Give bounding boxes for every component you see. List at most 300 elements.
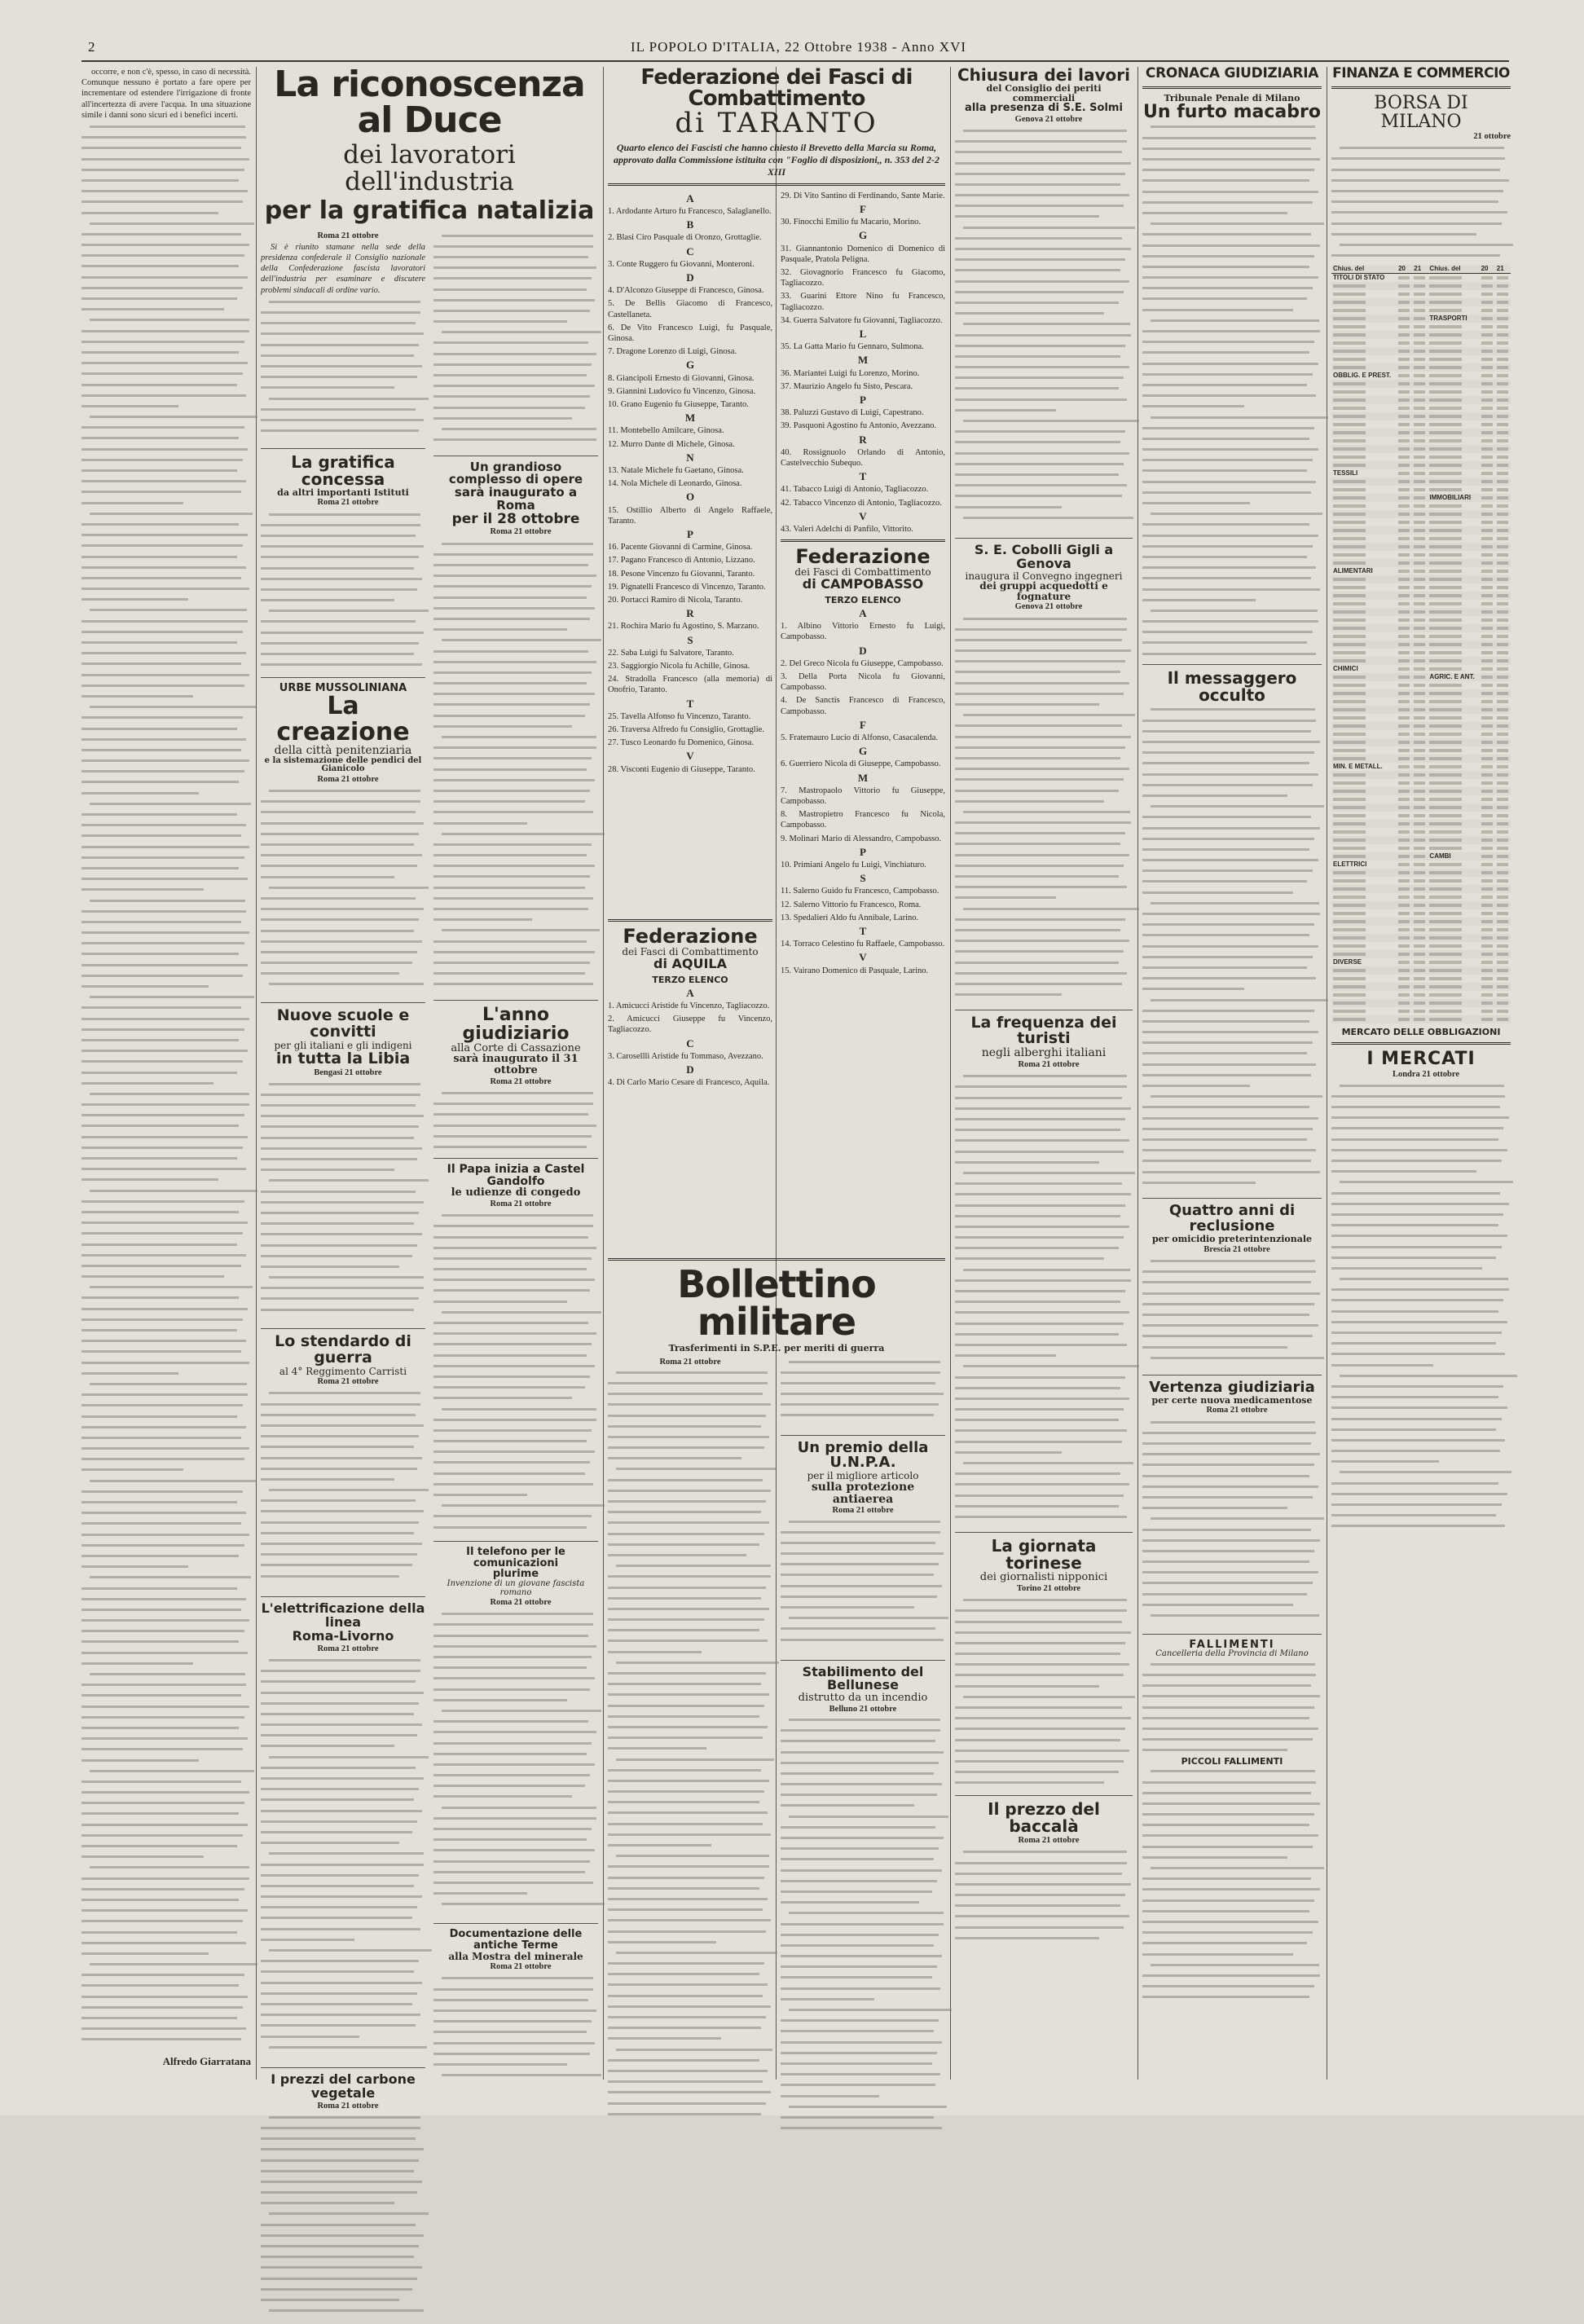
table-cell [1412,901,1428,909]
list-letter: T [686,697,694,710]
table-cell [1331,746,1397,755]
list-item: 34. Guerra Salvatore fu Giovanni, Tagliacozzo. [781,315,943,325]
table-cell [1480,681,1495,689]
table-cell [1397,600,1412,608]
article-body [955,1846,1133,1944]
table-cell [1412,583,1428,592]
subheadline: dei Fasci di Combattimento [794,566,931,579]
table-cell [1428,290,1479,298]
table-cell [1480,828,1495,836]
table-cell [1428,339,1479,347]
subheadline: alla Corte di Cassazione [451,1041,581,1054]
table-cell [1480,355,1495,363]
table-cell [1428,771,1479,779]
list-item: 40. Rossignuolo Orlando di Antonio, Castelvecchio Subequo. [781,447,945,468]
headline-bollettino: Bollettino militare [677,1262,876,1344]
article-body [608,1367,772,2125]
table-cell [1331,494,1397,502]
list-item: 3. Carosellli Aristide fu Tommaso, Avezzano. [608,1051,763,1061]
headline-unpa: Un premio della U.N.P.A. [797,1438,929,1472]
table-row [1331,331,1511,339]
table-cell [1480,575,1495,583]
table-cell [1495,885,1511,893]
table-cell [1480,893,1495,901]
table-cell [1480,779,1495,787]
dateline: Roma 21 ottobre [1018,1836,1080,1846]
table-header-cell: Chius. del [1331,265,1397,274]
table-cell [1412,909,1428,918]
table-cell [1331,787,1397,795]
column-2-left [261,231,425,2324]
table-cell [1331,869,1397,877]
masthead [81,39,1516,57]
table-cell [1480,755,1495,763]
table-cell [1428,535,1479,543]
list-item: 1. Amicucci Aristide fu Vincenzo, Tagliacozzo. [608,1001,770,1010]
table-cell [1412,844,1428,852]
table-row [1331,600,1511,608]
table-cell [1480,722,1495,730]
table-cell [1331,689,1397,698]
table-cell [1480,966,1495,975]
list-item: 2. Blasi Ciro Pasquale di Oronzo, Grottaglie. [608,233,762,243]
list-letter: P [860,393,866,406]
headline-baccala: Il prezzo del baccalà [988,1799,1100,1837]
list-item: 38. Paluzzi Gustavo di Luigi, Capestrano. [781,408,924,418]
table-cell [1428,820,1479,828]
table-cell [1495,331,1511,339]
table-cell [1412,461,1428,469]
table-cell [1480,771,1495,779]
column-rule [1137,67,1138,2080]
table-cell [1480,1007,1495,1015]
table-cell [1495,429,1511,437]
table-cell [1495,608,1511,616]
list-item: 10. Grano Eugenio fu Giuseppe, Taranto. [608,399,749,409]
table-cell [1397,755,1412,763]
subheadline: sarà inaugurato a Roma [454,485,578,513]
table-cell [1412,494,1428,502]
subheadline: Cancelleria della Provincia di Milano [1155,1649,1309,1659]
headline-cronaca: CRONACA GIUDIZIARIA [1145,65,1319,81]
table-cell [1480,983,1495,991]
table-cell [1428,583,1479,592]
table-cell [1412,689,1428,698]
table-cell [1428,1007,1479,1015]
dateline: Roma 21 ottobre [659,1357,721,1367]
table-cell [1428,600,1479,608]
table-cell [1397,1007,1412,1015]
table-cell [1428,1015,1479,1023]
stock-table-area [1331,265,1511,1037]
table-cell [1412,755,1428,763]
table-cell [1412,787,1428,795]
table-cell [1331,706,1397,714]
table-cell [1331,347,1397,355]
table-cell [1397,535,1412,543]
table-cell [1495,738,1511,746]
article-body [1142,704,1322,1193]
table-row [1331,355,1511,363]
table-cell [1397,649,1412,657]
table-cell [1480,600,1495,608]
table-cell [1428,323,1479,331]
table-cell [1331,461,1397,469]
table-cell [1495,836,1511,844]
table-cell [1495,624,1511,632]
list-item: 19. Pignatelli Francesco di Vincenzo, Taranto. [608,582,766,592]
table-cell [1495,535,1511,543]
table-row [1331,738,1511,746]
headline-elettrificazione: L'elettrificazione della linea [261,1600,425,1631]
table-row [1331,869,1511,877]
table-row [1331,624,1511,632]
table-cell [1397,779,1412,787]
table-cell [1331,453,1397,461]
table-cell [1428,738,1479,746]
article-body [1142,1659,1322,1757]
table-cell [1412,363,1428,372]
article-body [261,786,425,997]
table-cell [1480,412,1495,420]
table-row [1331,950,1511,958]
table-cell [1480,437,1495,445]
table-cell [1331,991,1397,999]
table-row [1331,526,1511,535]
table-cell [1397,412,1412,420]
table-cell [1495,339,1511,347]
table-cell [1480,290,1495,298]
table-cell [1331,999,1397,1007]
table-cell [1331,893,1397,901]
table-cell [1480,836,1495,844]
table-cell [1331,657,1397,665]
column-7 [1331,67,1511,2080]
table-cell [1331,771,1397,779]
article-text: occorre, e non c'è, spesso, in caso di necessità. Comunque nessuno è portato a fare opere per incrementare od estendere l'irrigazione di fronte all'incertezza di avere l'acqua. In una situazione simile i danni sono sicuri ed i benefici incerti. [81,68,251,120]
table-cell [1495,681,1511,689]
table-cell [1397,420,1412,429]
table-cell [1412,616,1428,624]
table-cell [1428,624,1479,632]
table-cell [1428,860,1479,869]
headline-borsa: BORSA DI MILANO [1374,92,1468,132]
table-cell [1412,437,1428,445]
table-row [1331,755,1511,763]
table-cell [1428,795,1479,803]
table-cell [1428,396,1479,404]
dateline: Roma 21 ottobre [317,774,379,784]
table-cell [1331,306,1397,315]
table-cell [1480,274,1495,283]
article-body [1331,1081,1511,1537]
table-cell [1495,502,1511,510]
list-item: 17. Pagano Francesco di Antonio, Lizzano. [608,556,755,566]
column-1 [81,67,251,2080]
table-cell [1412,453,1428,461]
table-row [1331,787,1511,795]
article-body [261,1079,425,1323]
table-cell [1480,958,1495,966]
table-cell [1480,420,1495,429]
table-cell [1480,1015,1495,1023]
table-cell [1412,763,1428,771]
list-item: 12. Salerno Vittorio fu Francesco, Roma. [781,900,922,909]
dateline: Roma 21 ottobre [490,1598,552,1608]
table-cell [1428,999,1479,1007]
table-row [1331,820,1511,828]
table-row [1331,396,1511,404]
list-item: 25. Tavella Alfonso fu Vincenzo, Taranto. [608,711,751,721]
table-row [1331,803,1511,812]
table-cell [1412,535,1428,543]
column-3 [608,67,945,2080]
headline-campobasso: Federazione [795,545,931,569]
table-cell [1480,706,1495,714]
table-cell [1412,828,1428,836]
table-cell [1397,315,1412,323]
table-row [1331,551,1511,559]
article-body [781,1516,945,1655]
table-cell [1495,494,1511,502]
list-letter: D [859,644,867,657]
table-cell [1331,486,1397,494]
list-item: 14. Nola Michele di Leonardo, Ginosa. [608,479,742,489]
table-section-label: ELETTRICI [1333,860,1367,869]
table-cell [1397,673,1412,681]
list-letter: P [687,527,693,540]
column-5 [955,67,1133,2080]
table-cell [1397,583,1412,592]
table-cell [1428,567,1479,575]
table-cell [1480,469,1495,478]
table-cell [1331,812,1397,820]
table-cell [1480,926,1495,934]
table-section-label: OBBLIG. E PREST. [1333,372,1392,380]
list-item: 29. Di Vito Santino di Ferdinando, Sante Marie. [781,191,945,200]
headline-cobolli: S. E. Cobolli Gigli a Genova [974,541,1114,571]
table-cell [1331,323,1397,331]
table-cell [1495,958,1511,966]
list-letter: O [685,491,695,504]
list-item: 7. Mastropaolo Vittorio fu Giuseppe, Campobasso. [781,786,945,806]
table-cell [1495,543,1511,551]
table-row [1331,445,1511,453]
table-cell [1412,526,1428,535]
table-row [1331,486,1511,494]
table-cell [1331,698,1397,706]
table-cell [1428,445,1479,453]
table-cell [1412,812,1428,820]
list-letter: A [686,191,694,205]
table-cell [1428,649,1479,657]
table-cell [1397,730,1412,738]
table-cell [1397,771,1412,779]
table-cell [1397,975,1412,983]
list-item: 42. Tabacco Vincenzo di Antonio, Tagliacozzo. [781,498,942,508]
table-cell [1495,461,1511,469]
list-item: 21. Rochira Mario fu Agostino, S. Marzano. [608,622,759,632]
list-item: 10. Primiani Angelo fu Luigi, Vinchiaturo. [781,860,926,870]
table-cell [1480,616,1495,624]
list-item: 20. Portacci Ramiro di Nicola, Taranto. [608,595,743,605]
list-item: 32. Giovagnorio Francesco fu Giacomo, Tagliacozzo. [781,267,945,288]
headline-anno-giudiziario: L'anno giudiziario [462,1004,570,1044]
table-cell [1495,706,1511,714]
table-cell [1428,909,1479,918]
table-cell [1428,844,1479,852]
table-cell [1412,1015,1428,1023]
table-cell [1397,958,1412,966]
table-row [1331,877,1511,885]
table-cell [1428,722,1479,730]
table-header-cell: Chius. del [1428,265,1479,274]
table-cell [1397,812,1412,820]
article-body [781,1714,945,2138]
table-cell [1495,437,1511,445]
article-body [955,125,1133,533]
table-cell [1480,746,1495,755]
table-cell [1495,323,1511,331]
table-cell [1495,763,1511,771]
table-cell [1480,632,1495,640]
table-row [1331,746,1511,755]
list-letter: L [859,327,867,340]
table-cell [1397,616,1412,624]
table-cell [1397,494,1412,502]
top-rule [81,60,1509,62]
headline-messaggero: Il messaggero occulto [1167,668,1297,706]
table-cell [1480,624,1495,632]
table-row [1331,535,1511,543]
subheadline: di TARANTO [675,107,878,139]
table-cell [1412,551,1428,559]
list-item: 33. Guarini Ettore Nino fu Francesco, Tagliacozzo. [781,292,945,312]
subheadline: del Consiglio dei periti commerciali [986,83,1102,103]
table-cell [1412,681,1428,689]
table-row [1331,958,1511,966]
table-cell [1331,926,1397,934]
article-body [433,539,598,995]
table-cell [1428,543,1479,551]
table-cell [1480,730,1495,738]
dateline: Roma 21 ottobre [1018,1060,1080,1070]
table-cell [1397,445,1412,453]
list-letter: B [686,218,694,231]
table-cell [1397,559,1412,567]
table-row [1331,730,1511,738]
table-cell [1331,820,1397,828]
list-letter: R [859,433,867,446]
table-row [1331,983,1511,991]
subheadline: per certe nuova medicamentose [1151,1394,1313,1406]
list-item: 2. Del Greco Nicola fu Giuseppe, Campobasso. [781,658,944,668]
table-cell [1480,518,1495,526]
list-item: 36. Mariantei Luigi fu Lorenzo, Morino. [781,368,920,378]
table-section-label: CHIMICI [1333,665,1358,673]
table-cell [1428,836,1479,844]
table-section-label: DIVERSE [1333,958,1362,966]
list-item: 3. Della Porta Nicola fu Giovanni, Campobasso. [781,671,945,693]
table-cell [1331,901,1397,909]
article-signature: Alfredo Giarratana [162,2055,251,2068]
table-cell [1495,673,1511,681]
table-cell [1495,812,1511,820]
table-cell [1331,852,1397,860]
list-title: TERZO ELENCO [652,974,728,985]
table-cell [1428,950,1479,958]
table-cell [1428,975,1479,983]
subheadline: sulla protezione antiaerea [811,1480,915,1506]
table-cell [1397,966,1412,975]
table-cell [1412,918,1428,926]
table-cell [1428,926,1479,934]
table-cell [1495,820,1511,828]
table-row [1331,999,1511,1007]
table-cell [1412,649,1428,657]
table-cell [1495,478,1511,486]
table-cell [1412,934,1428,942]
table-cell [1397,901,1412,909]
table-row [1331,608,1511,616]
table-cell [1397,323,1412,331]
table-cell [1495,559,1511,567]
list-item: 7. Dragone Lorenzo di Luigi, Ginosa. [608,347,737,357]
table-cell [1412,738,1428,746]
table-cell [1331,355,1397,363]
table-row [1331,665,1511,673]
table-cell [1397,918,1412,926]
table-cell [1480,567,1495,575]
table-cell [1412,657,1428,665]
table-cell [1331,738,1397,746]
table-cell [1412,706,1428,714]
table-cell [1495,616,1511,624]
dateline: Roma 21 ottobre [490,1962,552,1972]
taranto-intro: Quarto elenco dei Fascisti che hanno chiesto il Brevetto della Marcia su Roma, approvato dalla Commissione istituita con "Foglio di disposizioni,, n. 353 del 2-2 XIII [613,141,940,178]
table-cell [1428,380,1479,388]
table-cell [1412,722,1428,730]
table-cell [1495,755,1511,763]
dateline: Roma 21 ottobre [490,1076,552,1086]
table-row [1331,592,1511,600]
table-cell [1331,942,1397,950]
list-item: 8. Giancipoli Ernesto di Giovanni, Ginosa. [608,373,755,383]
subheadline: dei gruppi acquedotti e fognature [979,580,1108,602]
table-cell [1397,681,1412,689]
table-cell [1397,429,1412,437]
table-cell [1428,420,1479,429]
table-cell [1331,363,1397,372]
list-item: 5. De Bellis Giacomo di Francesco, Castellaneta. [608,299,772,319]
table-cell [1480,388,1495,396]
table-cell [1495,567,1511,575]
table-cell [1428,363,1479,372]
table-cell [1412,518,1428,526]
table-cell [1397,942,1412,950]
table-cell [1495,779,1511,787]
table-cell [1331,730,1397,738]
table-row [1331,901,1511,909]
table-cell [1428,828,1479,836]
table-cell [1480,885,1495,893]
table-row [1331,478,1511,486]
table-cell [1412,836,1428,844]
table-cell [1428,559,1479,567]
table-cell [1397,926,1412,934]
table-cell [1495,966,1511,975]
table-cell [1397,404,1412,412]
